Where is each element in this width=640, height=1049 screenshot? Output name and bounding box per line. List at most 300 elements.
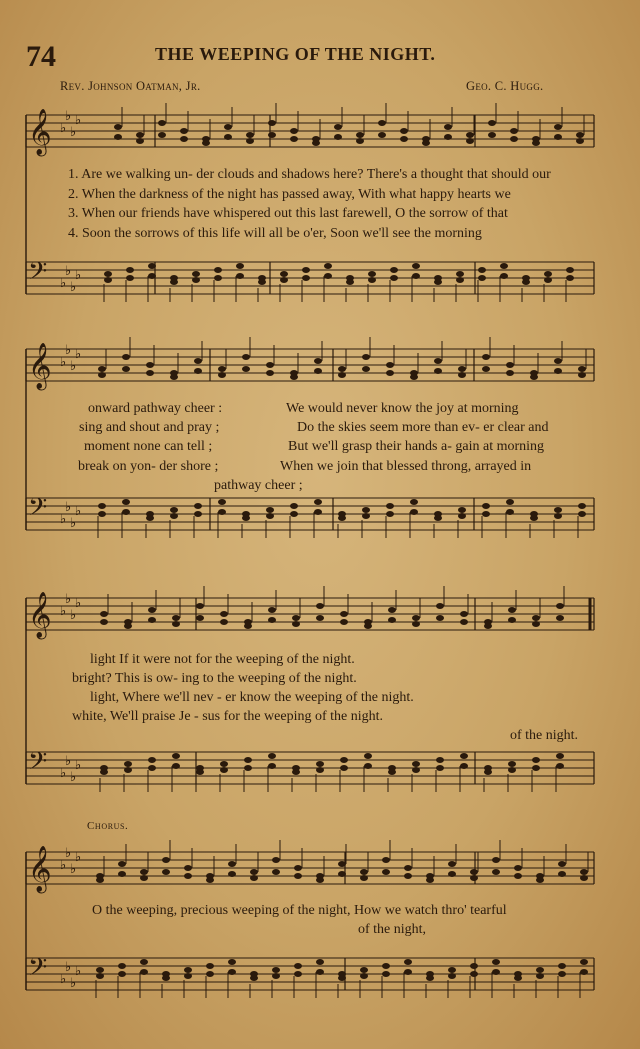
system2-verse3-left: moment none can tell ; [84, 439, 213, 454]
treble-1-note [246, 132, 254, 138]
bass-2-note [458, 513, 466, 519]
bass-4-note [162, 975, 170, 981]
bass-2-note [122, 499, 130, 505]
treble-4-note [558, 871, 566, 877]
bass-4-note [470, 971, 478, 977]
bass-4-note [448, 967, 456, 973]
bass-2-note [386, 503, 394, 509]
treble-4-note [272, 869, 280, 875]
system3-verse4: white, We'll praise Je - sus for the weeping of the night. [72, 709, 384, 724]
bass-3-note [460, 763, 468, 769]
treble-3-note [124, 623, 132, 629]
treble-4-note [294, 865, 302, 871]
treble-3-note [412, 615, 420, 621]
treble-2-note [458, 366, 466, 372]
treble-1-note [136, 138, 144, 144]
chorus-extra: of the night, [358, 922, 427, 937]
treble-3-note [196, 615, 204, 621]
bass-4-note [118, 971, 126, 977]
bass-4-note [206, 963, 214, 969]
bass-3-note [388, 769, 396, 775]
treble-4-note [140, 869, 148, 875]
bass-1-note [456, 277, 464, 283]
treble-3-note [340, 619, 348, 625]
bass-1-note [368, 271, 376, 277]
treble-1-note [290, 128, 298, 134]
bass-3-note [556, 753, 564, 759]
treble-2-note [434, 358, 442, 364]
bass-4-note [492, 969, 500, 975]
bass-4-note [382, 971, 390, 977]
bass-2-note [98, 503, 106, 509]
bass-3-note [364, 763, 372, 769]
bass-2-note [506, 509, 514, 515]
treble-3-note [220, 619, 228, 625]
bass-3-note [220, 767, 228, 773]
treble-3-note [388, 607, 396, 613]
bass-2-note [98, 511, 106, 517]
bass-2-note [578, 511, 586, 517]
treble-2-flat: ♭ [60, 355, 67, 370]
bass-3-note [460, 753, 468, 759]
bass-4-note [360, 973, 368, 979]
bass-3-note [532, 757, 540, 763]
bass-4-note [316, 959, 324, 965]
treble-1-note [136, 132, 144, 138]
bass-2-note [386, 511, 394, 517]
treble-3-note [292, 621, 300, 627]
treble-3-note [412, 621, 420, 627]
treble-2-note [194, 368, 202, 374]
bass-4-note [382, 963, 390, 969]
treble-2-note [122, 366, 130, 372]
bass-1-note [522, 279, 530, 285]
treble-2-note [458, 372, 466, 378]
bass-3-note [316, 767, 324, 773]
treble-1-note [488, 132, 496, 138]
bass-1-note [368, 277, 376, 283]
bass-4-note [580, 969, 588, 975]
bass-1-note [148, 273, 156, 279]
treble-2-note [146, 370, 154, 376]
treble-4-note [272, 857, 280, 863]
system3-verse3: light, Where we'll nev - er know the weeping of the night. [90, 690, 414, 705]
treble-2-note [578, 372, 586, 378]
bass-4-note [492, 959, 500, 965]
treble-2-note [146, 362, 154, 368]
treble-2-note [554, 358, 562, 364]
treble-4-note [162, 857, 170, 863]
bass-4-flat: ♭ [75, 964, 82, 979]
bass-1-note [544, 271, 552, 277]
treble-2-note [290, 374, 298, 380]
treble-4-note [184, 865, 192, 871]
bass-1-note [566, 267, 574, 273]
bass-3-note [148, 765, 156, 771]
treble-2-note [554, 368, 562, 374]
treble-1-note [312, 140, 320, 146]
treble-1-note [422, 140, 430, 146]
treble-4-note [228, 861, 236, 867]
bass-3-note [100, 769, 108, 775]
bass-2-flat: ♭ [65, 500, 72, 515]
system2-verse2-right: Do the skies seem more than ev- er clear and [297, 420, 549, 435]
bass-4-note [294, 963, 302, 969]
treble-2-note [266, 362, 274, 368]
treble-4-note [404, 865, 412, 871]
treble-3-note [508, 617, 516, 623]
bass-1-note [214, 267, 222, 273]
bass-3-flat: ♭ [75, 758, 82, 773]
bass-3-clef: 𝄢 [28, 747, 48, 782]
treble-2-note [530, 374, 538, 380]
treble-2-flat: ♭ [75, 347, 82, 362]
bass-1-note [280, 271, 288, 277]
bass-4-note [558, 971, 566, 977]
system1-verse4: 4. Soon the sorrows of this life will all be o'er, Soon we'll see the morning [68, 226, 482, 241]
system1-verse2: 2. When the darkness of the night has passed away, With what happy hearts we [68, 187, 511, 202]
bass-1-note [192, 277, 200, 283]
treble-2-note [434, 368, 442, 374]
treble-2-flat: ♭ [65, 343, 72, 358]
treble-3-note [532, 615, 540, 621]
treble-2-note [170, 374, 178, 380]
bass-4-note [580, 959, 588, 965]
treble-1-note [554, 134, 562, 140]
bass-2-note [314, 499, 322, 505]
treble-4-note [250, 875, 258, 881]
bass-3-note [340, 757, 348, 763]
treble-2-note [362, 354, 370, 360]
bass-1-note [390, 275, 398, 281]
treble-3-note [508, 607, 516, 613]
treble-1-note [576, 132, 584, 138]
bass-4-note [272, 973, 280, 979]
bass-4-note [96, 967, 104, 973]
bass-3-note [508, 761, 516, 767]
bass-3-note [556, 763, 564, 769]
treble-4-note [96, 877, 104, 883]
bass-4-note [360, 967, 368, 973]
bass-2-note [482, 511, 490, 517]
bass-1-note [258, 279, 266, 285]
bass-4-note [294, 971, 302, 977]
treble-3-note [292, 615, 300, 621]
bass-4-note [228, 969, 236, 975]
treble-3-note [148, 617, 156, 623]
bass-3-note [412, 761, 420, 767]
treble-1-note [202, 140, 210, 146]
treble-4-note [514, 873, 522, 879]
treble-4-note [382, 857, 390, 863]
bass-2-note [458, 507, 466, 513]
bass-4-note [96, 973, 104, 979]
bass-2-flat: ♭ [70, 516, 77, 531]
bass-1-note [302, 275, 310, 281]
bass-3-note [268, 753, 276, 759]
bass-3-note [244, 765, 252, 771]
treble-4-note [162, 869, 170, 875]
author-credit: Rev. Johnson Oatman, Jr. [60, 79, 201, 93]
bass-3-flat: ♭ [60, 766, 67, 781]
bass-1-note [456, 271, 464, 277]
bass-3-note [292, 769, 300, 775]
treble-1-note [356, 138, 364, 144]
treble-3-flat: ♭ [75, 596, 82, 611]
treble-1-note [356, 132, 364, 138]
bass-3-note [316, 761, 324, 767]
system2-verse4-right: When we join that blessed throng, arrayed in [280, 459, 532, 474]
system3-extra: of the night. [510, 728, 579, 743]
system3-verse2: bright? This is ow- ing to the weeping of the night. [72, 671, 357, 686]
bass-1-note [236, 273, 244, 279]
bass-2-note [410, 499, 418, 505]
bass-2-note [266, 513, 274, 519]
bass-4-note [140, 959, 148, 965]
bass-1-note [324, 273, 332, 279]
bass-2-note [506, 499, 514, 505]
bass-2-note [194, 503, 202, 509]
bass-4-note [228, 959, 236, 965]
bass-4-note [338, 975, 346, 981]
bass-2-note [266, 507, 274, 513]
treble-4-note [360, 875, 368, 881]
treble-2-note [362, 366, 370, 372]
bass-2-note [530, 515, 538, 521]
bass-4-note [404, 959, 412, 965]
bass-3-note [268, 763, 276, 769]
bass-4-note [184, 973, 192, 979]
bass-2-note [218, 499, 226, 505]
treble-2-note [242, 354, 250, 360]
treble-3-note [460, 611, 468, 617]
bass-2-note [362, 513, 370, 519]
bass-4-note [250, 975, 258, 981]
system1-verse3: 3. When our friends have whispered out this last farewell, O the sorrow of that [68, 206, 508, 221]
bass-2-note [218, 509, 226, 515]
treble-4-flat: ♭ [75, 850, 82, 865]
treble-1-note [268, 120, 276, 126]
treble-3-note [340, 611, 348, 617]
treble-1-note [400, 128, 408, 134]
bass-4-note [448, 973, 456, 979]
treble-4-note [118, 861, 126, 867]
bass-1-note [500, 273, 508, 279]
treble-2-note [242, 366, 250, 372]
system2-verse1-left: onward pathway cheer : [88, 401, 223, 416]
treble-2-note [506, 370, 514, 376]
bass-1-note [280, 277, 288, 283]
treble-4-note [294, 873, 302, 879]
bass-3-note [508, 767, 516, 773]
treble-3-note [364, 623, 372, 629]
bass-2-note [314, 509, 322, 515]
treble-1-note [268, 132, 276, 138]
bass-4-note [536, 967, 544, 973]
treble-1-note [246, 138, 254, 144]
chorus-label: Chorus. [87, 820, 129, 832]
bass-4-note [470, 963, 478, 969]
bass-1-note [500, 263, 508, 269]
treble-1-note [488, 120, 496, 126]
bass-1-note [346, 279, 354, 285]
bass-2-note [362, 507, 370, 513]
bass-2-note [554, 513, 562, 519]
bass-3-note [172, 753, 180, 759]
treble-2-note [194, 358, 202, 364]
treble-1-note [444, 124, 452, 130]
treble-2-note [266, 370, 274, 376]
bass-4-note [118, 963, 126, 969]
treble-3-note [316, 615, 324, 621]
bass-4-note [206, 971, 214, 977]
treble-3-note [532, 621, 540, 627]
bass-1-note [170, 279, 178, 285]
treble-2-note [578, 366, 586, 372]
bass-4-note [426, 975, 434, 981]
treble-1-note [180, 136, 188, 142]
treble-4-note [140, 875, 148, 881]
page-number: 74 [26, 40, 56, 73]
treble-1-flat: ♭ [70, 125, 77, 140]
treble-4-flat: ♭ [70, 862, 77, 877]
bass-4-note [184, 967, 192, 973]
bass-1-note [412, 263, 420, 269]
treble-3-note [388, 617, 396, 623]
treble-1-flat: ♭ [75, 113, 82, 128]
bass-1-note [126, 267, 134, 273]
treble-1-clef: 𝄞 [28, 109, 52, 155]
bass-4-note [536, 973, 544, 979]
treble-3-clef: 𝄞 [28, 592, 52, 638]
treble-2-clef: 𝄞 [28, 343, 52, 389]
treble-1-note [466, 132, 474, 138]
treble-1-note [290, 136, 298, 142]
treble-2-note [482, 366, 490, 372]
treble-2-note [98, 366, 106, 372]
treble-4-note [536, 877, 544, 883]
treble-1-note [532, 140, 540, 146]
bass-1-note [302, 267, 310, 273]
treble-3-note [268, 617, 276, 623]
treble-3-flat: ♭ [65, 592, 72, 607]
composer-credit: Geo. C. Hugg. [466, 79, 544, 93]
bass-1-note [544, 277, 552, 283]
treble-2-note [98, 372, 106, 378]
system2-verse1-right: We would never know the joy at morning [286, 401, 519, 416]
bass-1-clef: 𝄢 [28, 257, 48, 292]
bass-4-note [272, 967, 280, 973]
treble-1-flat: ♭ [60, 121, 67, 136]
treble-3-note [172, 621, 180, 627]
treble-2-note [338, 372, 346, 378]
treble-1-note [114, 134, 122, 140]
bass-4-flat: ♭ [70, 976, 77, 991]
bass-2-note [170, 513, 178, 519]
bass-4-flat: ♭ [60, 972, 67, 987]
treble-3-flat: ♭ [60, 604, 67, 619]
treble-4-note [228, 871, 236, 877]
bass-3-note [220, 761, 228, 767]
bass-1-note [104, 271, 112, 277]
bass-4-flat: ♭ [65, 960, 72, 975]
bass-1-note [148, 263, 156, 269]
bass-4-note [316, 969, 324, 975]
bass-2-note [434, 515, 442, 521]
treble-4-note [382, 869, 390, 875]
system2-extra: pathway cheer ; [214, 478, 303, 493]
treble-4-note [426, 877, 434, 883]
treble-3-note [460, 619, 468, 625]
treble-4-note [360, 869, 368, 875]
bass-3-note [364, 753, 372, 759]
treble-3-note [220, 611, 228, 617]
treble-3-note [244, 623, 252, 629]
treble-4-clef: 𝄞 [28, 846, 52, 892]
bass-2-note [578, 503, 586, 509]
bass-4-note [558, 963, 566, 969]
treble-2-note [314, 358, 322, 364]
treble-4-note [250, 869, 258, 875]
treble-2-note [482, 354, 490, 360]
bass-3-note [196, 769, 204, 775]
treble-2-note [314, 368, 322, 374]
treble-3-note [556, 603, 564, 609]
treble-2-note [122, 354, 130, 360]
treble-4-note [448, 861, 456, 867]
treble-3-note [100, 619, 108, 625]
bass-1-note [236, 263, 244, 269]
treble-1-note [576, 138, 584, 144]
treble-4-note [470, 875, 478, 881]
bass-3-note [436, 765, 444, 771]
bass-1-note [192, 271, 200, 277]
bass-1-note [214, 275, 222, 281]
treble-3-note [484, 623, 492, 629]
system2-verse2-left: sing and shout and pray ; [79, 420, 220, 435]
bass-1-note [478, 275, 486, 281]
bass-2-note [482, 503, 490, 509]
bass-1-flat: ♭ [65, 264, 72, 279]
bass-3-note [124, 767, 132, 773]
bass-1-flat: ♭ [75, 268, 82, 283]
bass-4-note [140, 969, 148, 975]
treble-3-note [100, 611, 108, 617]
treble-1-note [466, 138, 474, 144]
chorus-line: O the weeping, precious weeping of the night, How we watch thro' tearful [92, 903, 507, 918]
treble-4-note [206, 877, 214, 883]
treble-4-note [448, 871, 456, 877]
treble-4-note [404, 873, 412, 879]
treble-1-note [224, 134, 232, 140]
bass-2-note [290, 511, 298, 517]
bass-2-note [242, 515, 250, 521]
treble-4-note [492, 857, 500, 863]
bass-2-flat: ♭ [60, 512, 67, 527]
bass-3-note [436, 757, 444, 763]
treble-2-note [410, 374, 418, 380]
bass-1-note [478, 267, 486, 273]
treble-4-flat: ♭ [65, 846, 72, 861]
bass-3-note [124, 761, 132, 767]
treble-1-note [158, 120, 166, 126]
treble-4-note [338, 861, 346, 867]
bass-2-note [122, 509, 130, 515]
treble-4-note [118, 871, 126, 877]
bass-2-clef: 𝄢 [28, 493, 48, 528]
treble-2-note [386, 362, 394, 368]
treble-4-note [580, 875, 588, 881]
